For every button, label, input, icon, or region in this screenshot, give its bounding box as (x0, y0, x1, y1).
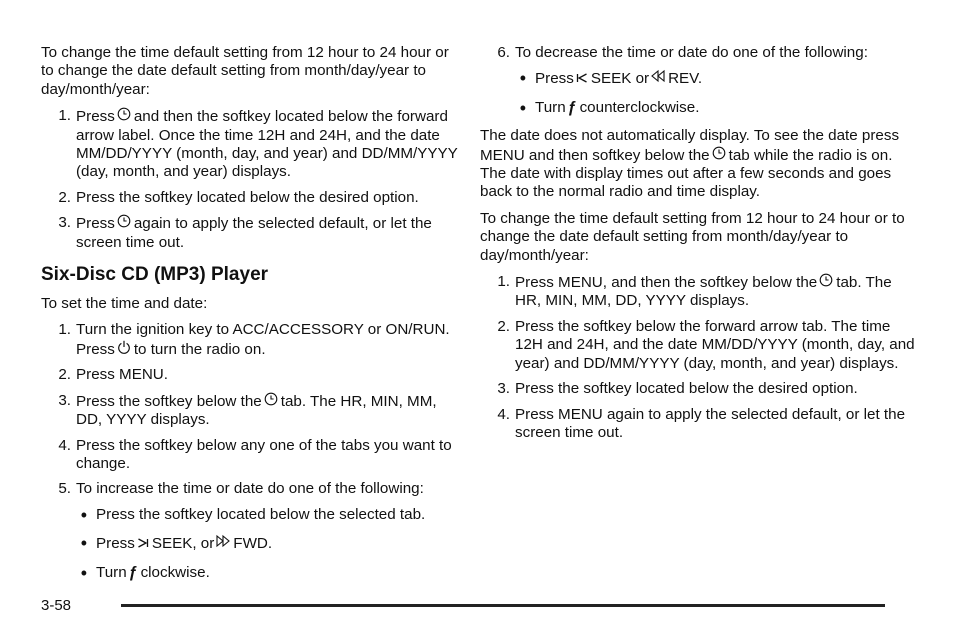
step-number: 5. (58, 480, 71, 498)
bullet-item: • Turn ƒ counterclockwise. (480, 99, 920, 117)
list-item: 6. To decrease the time or date do one of the following: (480, 44, 920, 62)
date-display-paragraph: The date does not automatically display. To see the date press MENU and then softkey below the tab while the radio is on. The date with display times out after a few seconds and goes back to the normal radio and time display. (480, 127, 900, 201)
section-heading: Six-Disc CD (MP3) Player (41, 264, 269, 286)
reverse-icon (651, 69, 665, 83)
list-item: 2. Press MENU. (41, 366, 461, 384)
tune-knob-icon: ƒ (128, 563, 138, 581)
tune-knob-icon: ƒ (567, 98, 577, 116)
bullet-item: • Press the softkey located below the selected tab. (41, 506, 461, 524)
bullet-dot: • (80, 562, 87, 583)
set-time-steps (41, 321, 461, 498)
bullet-item: • Press SEEK, or FWD. (41, 534, 461, 553)
step-number: 4. (58, 436, 71, 454)
list-item: 1. Press MENU, and then the softkey below the tab. The HR, MIN, MM, DD, YYYY displays. (480, 273, 920, 311)
seek-next-icon (137, 537, 149, 549)
step-number: 1. (58, 321, 71, 339)
fast-forward-icon (216, 534, 230, 548)
step-number: 2. (58, 366, 71, 384)
increase-options (41, 506, 461, 582)
default-setting-steps (41, 107, 461, 252)
intro-paragraph: To change the time default setting from 12 hour to 24 hour or to change the date default setting from month/day/year to day/month/year: (41, 44, 449, 98)
list-item: 1. Press and then the softkey located below the forward arrow label. Once the time 12H and 24H, and the date MM/DD/YYYY (month, day, and year) and DD/MM/YYYY (day, month, and year) displays. (41, 107, 461, 182)
bullet-item: • Press SEEK or REV. (480, 69, 920, 88)
step-number: 3. (497, 380, 510, 398)
clock-icon (117, 214, 131, 228)
clock-icon (819, 273, 833, 287)
clock-icon (117, 107, 131, 121)
list-item: 1. Turn the ignition key to ACC/ACCESSORY or ON/RUN. Press to turn the radio on. (41, 321, 461, 359)
list-item: 5. To increase the time or date do one of the following: (41, 480, 461, 498)
step-number: 4. (497, 405, 510, 423)
list-item: 4. Press the softkey below any one of the tabs you want to change. (41, 437, 461, 474)
footer-divider (121, 604, 885, 607)
step-number: 6. (497, 44, 510, 61)
decrease-options (480, 69, 920, 117)
clock-icon (712, 146, 726, 160)
list-item: 3. Press the softkey located below the desired option. (480, 380, 920, 398)
bullet-dot: • (80, 504, 87, 525)
page-number: 3-58 (41, 597, 72, 614)
intro-paragraph-2: To change the time default setting from 12 hour to 24 hour or to change the date default setting from month/day/year to day/month/year: (480, 209, 905, 264)
step-number: 1. (58, 107, 71, 125)
bullet-item: • Turn ƒ clockwise. (41, 564, 461, 582)
step-number: 3. (58, 391, 71, 409)
decrease-step (480, 44, 920, 62)
list-item: 2. Press the softkey located below the desired option. (41, 189, 461, 207)
bullet-dot: • (519, 68, 526, 89)
set-time-intro: To set the time and date: (41, 295, 208, 313)
bullet-dot: • (80, 533, 87, 554)
step-number: 2. (497, 317, 510, 335)
seek-prev-icon (576, 72, 588, 84)
list-item: 3. Press again to apply the selected default, or let the screen time out. (41, 214, 461, 252)
left-column (41, 44, 461, 592)
bullet-dot: • (519, 97, 526, 118)
right-column (480, 44, 920, 449)
list-item: 4. Press MENU again to apply the selected default, or let the screen time out. (480, 406, 920, 443)
step-number: 1. (497, 273, 510, 291)
power-icon (117, 340, 131, 354)
list-item: 3. Press the softkey below the tab. The HR, MIN, MM, DD, YYYY displays. (41, 392, 461, 430)
step-number: 2. (58, 188, 71, 206)
menu-default-steps (480, 273, 920, 442)
step-number: 3. (58, 214, 71, 232)
list-item: 2. Press the softkey below the forward arrow tab. The time 12H and 24H, and the date MM/DD/YYYY (month, day, and year) and DD/MM/YYYY (day, month, and year) displays. (480, 318, 920, 373)
clock-icon (264, 392, 278, 406)
